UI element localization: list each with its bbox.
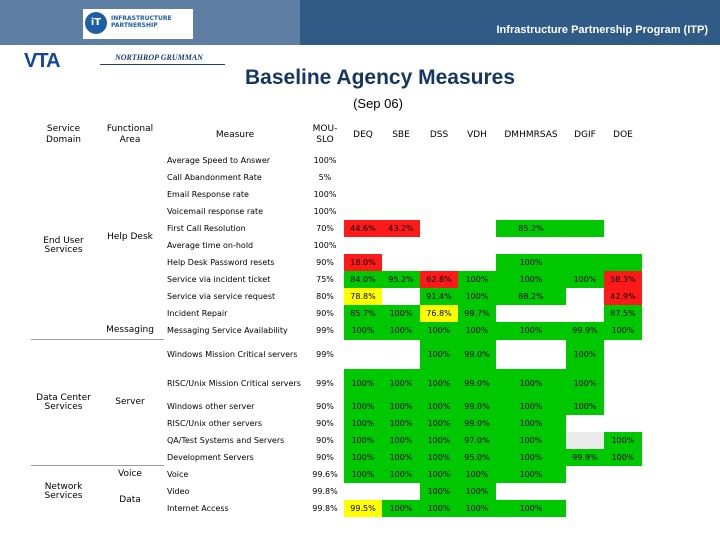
agency-value-cell: 100%: [344, 432, 382, 449]
agency-value-cell: [382, 186, 420, 203]
measure-cell: Windows other server: [167, 401, 255, 411]
measure-cell: Average time on-hold: [167, 241, 254, 250]
agency-value-cell: 100%: [458, 466, 496, 484]
measure-cell: Service via incident ticket: [167, 275, 271, 284]
agency-value-cell: [604, 186, 642, 203]
page-title: Baseline Agency Measures: [244, 66, 516, 89]
service-domain-cell: End User Services: [43, 235, 84, 255]
measure-cell: Incident Repair: [167, 309, 228, 318]
agency-value-cell: 62.8%: [420, 271, 458, 288]
agency-value-cell: 100%: [382, 449, 420, 466]
agency-value-cell: [566, 254, 604, 271]
agency-value-cell: 100%: [458, 288, 496, 305]
measure-cell: Call Abandonment Rate: [167, 173, 262, 182]
table-row: [31, 152, 642, 169]
agency-value-cell: [382, 483, 420, 500]
agency-value-cell: [566, 288, 604, 305]
agency-value-cell: 99.9%: [566, 449, 604, 466]
agency-value-cell: [420, 186, 458, 203]
col-header: DSS: [429, 129, 449, 140]
agency-value-cell: 18.0%: [344, 254, 382, 271]
col-header: SBE: [392, 129, 410, 140]
slo-cell: 99%: [316, 378, 334, 388]
itp-logo-text: INFRASTRUCTURE PARTNERSHIP: [111, 15, 172, 29]
agency-value-cell: 100%: [420, 432, 458, 449]
agency-value-cell: 85.2%: [496, 220, 566, 237]
functional-area-cell: Server: [96, 340, 164, 466]
agency-value-cell: 100%: [566, 369, 604, 398]
agency-value-cell: 99.9%: [566, 322, 604, 340]
col-header: DGIF: [574, 129, 596, 140]
agency-value-cell: 100%: [566, 340, 604, 369]
measure-cell: First Call Resolution: [167, 224, 246, 233]
col-header: Functional Area: [106, 124, 154, 145]
measure-cell: Voicemail response rate: [167, 207, 264, 216]
agency-value-cell: [344, 203, 382, 220]
agency-value-cell: [566, 169, 604, 186]
agency-value-cell: [344, 237, 382, 254]
col-header: DOE: [613, 129, 633, 140]
agency-value-cell: 100%: [496, 369, 566, 398]
agency-value-cell: [458, 203, 496, 220]
agency-value-cell: [566, 152, 604, 169]
agency-value-cell: [458, 169, 496, 186]
agency-value-cell: 100%: [604, 449, 642, 466]
slo-cell: 99%: [316, 326, 334, 336]
agency-value-cell: 99.0%: [458, 340, 496, 369]
agency-value-cell: [496, 186, 566, 203]
agency-value-cell: [382, 254, 420, 271]
agency-value-cell: 100%: [604, 432, 642, 449]
agency-value-cell: [496, 203, 566, 220]
agency-value-cell: [458, 254, 496, 271]
service-domain-cell: Network Services: [31, 466, 96, 518]
slo-cell: 100%: [313, 241, 337, 250]
agency-value-cell: [420, 220, 458, 237]
agency-value-cell: [382, 152, 420, 169]
measure-cell: Voice: [167, 469, 189, 479]
agency-value-cell: 100%: [458, 322, 496, 340]
agency-value-cell: 100%: [382, 432, 420, 449]
agency-value-cell: 95.2%: [382, 271, 420, 288]
itp-logo-icon: iT: [85, 12, 107, 34]
agency-value-cell: [458, 220, 496, 237]
agency-value-cell: 100%: [382, 322, 420, 340]
itp-logo: [83, 9, 193, 39]
agency-value-cell: [458, 186, 496, 203]
agency-value-cell: 100%: [420, 466, 458, 484]
measure-cell: QA/Test Systems and Servers: [167, 435, 285, 445]
agency-value-cell: [604, 220, 642, 237]
agency-value-cell: 99.5%: [344, 500, 382, 517]
agency-value-cell: [420, 152, 458, 169]
agency-value-cell: 43.2%: [382, 220, 420, 237]
functional-area-cell: Data: [119, 494, 141, 505]
agency-value-cell: [496, 483, 566, 500]
agency-value-cell: [496, 237, 566, 254]
agency-value-cell: 87.5%: [604, 305, 642, 322]
agency-value-cell: 100%: [382, 398, 420, 415]
agency-value-cell: 95.0%: [458, 449, 496, 466]
agency-value-cell: 100%: [382, 305, 420, 322]
measure-cell: Messaging Service Availability: [167, 326, 288, 336]
agency-value-cell: 97.0%: [458, 432, 496, 449]
agency-value-cell: [566, 220, 604, 237]
agency-value-cell: [604, 500, 642, 517]
agency-value-cell: 100%: [420, 449, 458, 466]
vta-logo: VTA: [24, 50, 60, 72]
table-row: [31, 322, 642, 340]
functional-area-cell: Messaging: [106, 325, 154, 335]
agency-value-cell: [604, 483, 642, 500]
service-domain-cell: Data Center Services: [31, 340, 96, 466]
measure-cell: Email Response rate: [167, 190, 249, 199]
functional-area-cell: Voice: [96, 466, 164, 484]
slo-cell: 80%: [316, 292, 334, 301]
agency-value-cell: 100%: [344, 466, 382, 484]
measure-cell: RISC/Unix Mission Critical servers: [167, 378, 301, 388]
table-row: [31, 466, 642, 484]
agency-value-cell: [344, 186, 382, 203]
slo-cell: 90%: [316, 418, 334, 428]
measure-cell: Average Speed to Answer: [167, 156, 271, 165]
header-band-dark: [300, 0, 720, 45]
agency-value-cell: [496, 169, 566, 186]
col-header: MOU-SLO: [312, 124, 338, 145]
agency-value-cell: [344, 340, 382, 369]
col-header: VDH: [467, 129, 487, 140]
functional-area-cell: Help Desk: [107, 231, 153, 242]
agency-value-cell: 100%: [420, 398, 458, 415]
agency-value-cell: 100%: [496, 415, 566, 432]
agency-value-cell: [604, 203, 642, 220]
agency-value-cell: 100%: [420, 340, 458, 369]
agency-value-cell: 100%: [496, 500, 566, 517]
agency-value-cell: [604, 466, 642, 484]
agency-value-cell: [604, 415, 642, 432]
northrop-grumman-logo: NORTHROP GRUMMAN: [115, 53, 203, 62]
agency-value-cell: [496, 152, 566, 169]
agency-value-cell: 100%: [496, 449, 566, 466]
slo-cell: 5%: [318, 173, 332, 182]
agency-value-cell: [420, 237, 458, 254]
agency-value-cell: 100%: [420, 483, 458, 500]
table-row: [31, 483, 642, 500]
agency-value-cell: 100%: [496, 322, 566, 340]
col-header: DMHMRSAS: [504, 129, 558, 140]
agency-value-cell: 100%: [496, 254, 566, 271]
agency-value-cell: [420, 254, 458, 271]
agency-value-cell: [496, 305, 566, 322]
agency-value-cell: 76.8%: [420, 305, 458, 322]
agency-value-cell: 42.9%: [604, 288, 642, 305]
agency-value-cell: [566, 203, 604, 220]
measure-cell: Windows Mission Critical servers: [167, 349, 298, 359]
agency-value-cell: [604, 254, 642, 271]
agency-value-cell: 100%: [458, 483, 496, 500]
agency-value-cell: [566, 483, 604, 500]
measure-cell: Service via service request: [167, 292, 276, 301]
agency-value-cell: 100%: [496, 271, 566, 288]
table-row: [31, 340, 642, 369]
slo-cell: 99.8%: [312, 504, 338, 513]
agency-value-cell: 99.7%: [458, 305, 496, 322]
agency-value-cell: [458, 237, 496, 254]
agency-value-cell: 100%: [382, 369, 420, 398]
agency-value-cell: 100%: [458, 271, 496, 288]
agency-value-cell: [382, 237, 420, 254]
agency-value-cell: 100%: [496, 432, 566, 449]
slo-cell: 99.8%: [312, 487, 338, 496]
agency-value-cell: 100%: [420, 369, 458, 398]
measure-cell: Help Desk Password resets: [167, 258, 275, 267]
agency-value-cell: [566, 186, 604, 203]
header-row: [31, 118, 642, 152]
agency-value-cell: 100%: [344, 398, 382, 415]
slo-cell: 90%: [316, 435, 334, 445]
agency-value-cell: [382, 340, 420, 369]
agency-value-cell: [604, 237, 642, 254]
agency-value-cell: [566, 415, 604, 432]
agency-value-cell: [566, 305, 604, 322]
agency-value-cell: 100%: [382, 500, 420, 517]
col-header: DEQ: [353, 129, 373, 140]
agency-value-cell: 100%: [566, 398, 604, 415]
slo-cell: 90%: [316, 309, 334, 318]
agency-value-cell: [420, 203, 458, 220]
agency-value-cell: 84.0%: [344, 271, 382, 288]
measure-cell: Internet Access: [167, 504, 229, 513]
measure-cell: Development Servers: [167, 452, 254, 462]
agency-value-cell: [382, 288, 420, 305]
agency-value-cell: 100%: [420, 322, 458, 340]
agency-value-cell: 100%: [344, 449, 382, 466]
agency-value-cell: [604, 398, 642, 415]
agency-value-cell: [604, 340, 642, 369]
program-title: Infrastructure Partnership Program (ITP): [496, 24, 708, 36]
agency-value-cell: [420, 169, 458, 186]
agency-value-cell: 100%: [496, 398, 566, 415]
slo-cell: 99.6%: [312, 469, 338, 479]
agency-value-cell: [382, 203, 420, 220]
agency-value-cell: 88.2%: [496, 288, 566, 305]
agency-value-cell: [382, 169, 420, 186]
agency-value-cell: [566, 432, 604, 449]
agency-value-cell: [344, 152, 382, 169]
agency-value-cell: 58.3%: [604, 271, 642, 288]
agency-value-cell: 100%: [382, 466, 420, 484]
slo-cell: 99%: [316, 349, 334, 359]
agency-value-cell: [344, 169, 382, 186]
slo-cell: 90%: [316, 401, 334, 411]
agency-value-cell: [496, 340, 566, 369]
agency-value-cell: 100%: [420, 415, 458, 432]
agency-value-cell: 99.0%: [458, 398, 496, 415]
agency-value-cell: 44.6%: [344, 220, 382, 237]
agency-value-cell: 100%: [604, 322, 642, 340]
agency-value-cell: [604, 169, 642, 186]
agency-value-cell: [566, 500, 604, 517]
slo-cell: 100%: [313, 207, 337, 216]
slo-cell: 100%: [313, 156, 337, 165]
slo-cell: 100%: [313, 190, 337, 199]
slo-cell: 90%: [316, 452, 334, 462]
slo-cell: 90%: [316, 258, 334, 267]
agency-value-cell: [344, 483, 382, 500]
page-subtitle: (Sep 06): [353, 96, 403, 111]
agency-value-cell: 100%: [496, 466, 566, 484]
agency-value-cell: 78.8%: [344, 288, 382, 305]
slo-cell: 75%: [316, 275, 334, 284]
agency-value-cell: 99.0%: [458, 415, 496, 432]
agency-value-cell: [458, 152, 496, 169]
agency-value-cell: 100%: [344, 415, 382, 432]
measure-cell: Video: [167, 487, 190, 496]
northrop-logo-line: [100, 64, 225, 65]
agency-value-cell: 100%: [382, 415, 420, 432]
agency-value-cell: [566, 237, 604, 254]
agency-value-cell: [604, 152, 642, 169]
agency-value-cell: 85.7%: [344, 305, 382, 322]
agency-value-cell: 91.4%: [420, 288, 458, 305]
slo-cell: 70%: [316, 224, 334, 233]
measure-cell: RISC/Unix other servers: [167, 418, 263, 428]
agency-value-cell: 100%: [458, 500, 496, 517]
col-header: Service Domain: [46, 124, 81, 145]
measures-table: [31, 118, 642, 517]
agency-value-cell: 100%: [344, 369, 382, 398]
agency-value-cell: 100%: [344, 322, 382, 340]
col-header: Measure: [215, 129, 255, 140]
agency-value-cell: [566, 466, 604, 484]
agency-value-cell: 100%: [566, 271, 604, 288]
agency-value-cell: 100%: [420, 500, 458, 517]
agency-value-cell: 99.0%: [458, 369, 496, 398]
agency-value-cell: [604, 369, 642, 398]
header-band: [0, 0, 720, 45]
